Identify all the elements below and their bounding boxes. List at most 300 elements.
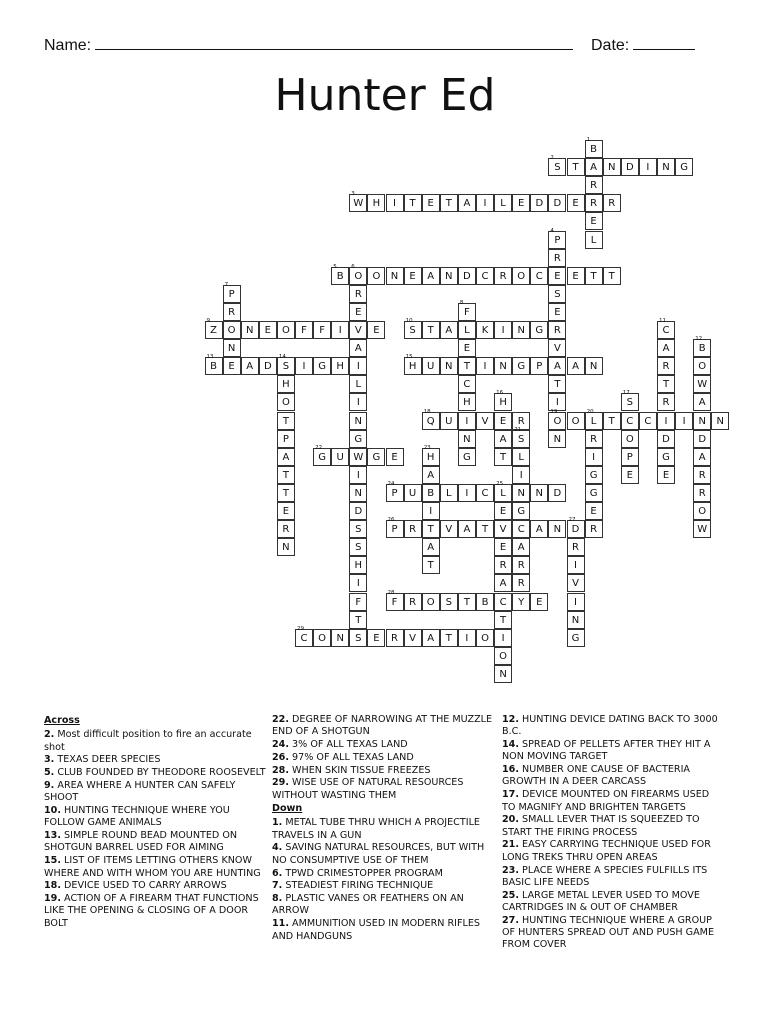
cell-letter: O [517, 270, 526, 282]
grid-cell[interactable] [386, 448, 404, 466]
grid-cell[interactable] [277, 448, 295, 466]
grid-cell[interactable] [585, 176, 603, 194]
grid-cell[interactable] [657, 375, 675, 393]
grid-cell[interactable] [422, 267, 440, 285]
grid-cell[interactable] [512, 484, 530, 502]
cell-letter: E [355, 306, 362, 318]
grid-cell[interactable] [458, 629, 476, 647]
cell-letter: V [572, 578, 579, 590]
grid-cell[interactable] [458, 357, 476, 375]
grid-cell[interactable] [277, 520, 295, 538]
clue-text: PLASTIC VANES OR FEATHERS ON AN ARROW [272, 893, 464, 917]
grid-cell[interactable] [349, 393, 367, 411]
grid-cell[interactable] [349, 466, 367, 484]
cell-letter: S [355, 542, 362, 554]
grid-cell[interactable] [548, 375, 566, 393]
grid-cell[interactable] [349, 629, 367, 647]
grid-cell[interactable] [567, 538, 585, 556]
grid-cell[interactable] [404, 629, 422, 647]
cell-letter: B [698, 343, 706, 355]
grid-cell[interactable] [458, 321, 476, 339]
grid-cell[interactable] [657, 158, 675, 176]
grid-cell[interactable] [585, 502, 603, 520]
grid-cell[interactable] [567, 267, 585, 285]
grid-cell[interactable] [440, 321, 458, 339]
grid-cell[interactable] [548, 408, 566, 430]
date-line[interactable] [633, 34, 695, 50]
grid-cell[interactable] [404, 318, 422, 339]
grid-cell[interactable] [567, 593, 585, 611]
grid-cell[interactable] [512, 574, 530, 592]
cell-letter: G [372, 451, 381, 463]
grid-cell[interactable] [512, 194, 530, 212]
grid-cell[interactable] [567, 517, 585, 538]
grid-cell[interactable] [530, 593, 548, 611]
grid-cell[interactable] [512, 357, 530, 375]
grid-cell[interactable] [458, 194, 476, 212]
grid-cell[interactable] [494, 611, 512, 629]
grid-cell[interactable] [277, 502, 295, 520]
cell-letter: T [427, 524, 434, 536]
grid-cell[interactable] [386, 629, 404, 647]
grid-cell[interactable] [404, 267, 422, 285]
name-label: Name: [44, 37, 92, 54]
grid-cell[interactable] [386, 194, 404, 212]
grid-cell[interactable] [548, 321, 566, 339]
grid-cell[interactable] [422, 520, 440, 538]
grid-cell[interactable] [422, 194, 440, 212]
grid-cell[interactable] [512, 466, 530, 484]
grid-cell[interactable] [585, 466, 603, 484]
grid-cell[interactable] [422, 629, 440, 647]
grid-cell[interactable] [476, 267, 494, 285]
grid-cell[interactable] [693, 466, 711, 484]
cell-letter: S [355, 524, 362, 536]
clue-text: WHEN SKIN TISSUE FREEZES [289, 764, 431, 776]
grid-cell[interactable] [657, 430, 675, 448]
grid-cell[interactable] [386, 267, 404, 285]
grid-cell[interactable] [440, 593, 458, 611]
cell-letter: R [662, 397, 670, 409]
clue-item [272, 752, 496, 764]
grid-cell[interactable] [657, 466, 675, 484]
cell-letter: G [463, 451, 471, 463]
grid-cell[interactable] [585, 194, 603, 212]
clue-num: 21. [502, 839, 519, 851]
grid-cell[interactable] [458, 593, 476, 611]
grid-cell[interactable] [458, 484, 476, 502]
clue-text: METAL TUBE THRU WHICH A PROJECTILE TRAVELS IN A GUN [272, 817, 480, 841]
grid-cell[interactable] [512, 267, 530, 285]
grid-cell[interactable] [585, 408, 603, 430]
grid-cell[interactable] [548, 339, 566, 357]
grid-cell[interactable] [548, 267, 566, 285]
grid-cell[interactable] [494, 574, 512, 592]
grid-cell[interactable] [367, 267, 385, 285]
grid-cell[interactable] [313, 357, 331, 375]
grid-cell[interactable] [494, 194, 512, 212]
grid-cell[interactable] [458, 430, 476, 448]
grid-cell[interactable] [548, 227, 566, 249]
grid-cell[interactable] [657, 339, 675, 357]
grid-cell[interactable] [440, 412, 458, 430]
grid-cell[interactable] [422, 321, 440, 339]
grid-cell[interactable] [585, 212, 603, 230]
grid-cell[interactable] [603, 158, 621, 176]
grid-cell[interactable] [313, 629, 331, 647]
grid-cell[interactable] [494, 629, 512, 647]
grid-cell[interactable] [693, 393, 711, 411]
grid-cell[interactable] [585, 520, 603, 538]
grid-cell[interactable] [530, 321, 548, 339]
grid-cell[interactable] [693, 502, 711, 520]
grid-cell[interactable] [494, 647, 512, 665]
grid-cell[interactable] [349, 611, 367, 629]
grid-cell[interactable] [512, 502, 530, 520]
cell-letter: E [590, 216, 597, 228]
cell-letter: O [698, 361, 707, 373]
grid-cell[interactable] [386, 517, 404, 538]
grid-cell[interactable] [241, 321, 259, 339]
grid-cell[interactable] [476, 629, 494, 647]
grid-cell[interactable] [494, 267, 512, 285]
clue-number: 20 [586, 408, 594, 415]
grid-cell[interactable] [476, 412, 494, 430]
grid-cell[interactable] [223, 357, 241, 375]
grid-cell[interactable] [494, 448, 512, 466]
grid-cell[interactable] [548, 303, 566, 321]
grid-cell[interactable] [675, 158, 693, 176]
grid-cell[interactable] [205, 318, 223, 339]
grid-cell[interactable] [693, 412, 711, 430]
grid-cell[interactable] [567, 574, 585, 592]
grid-cell[interactable] [349, 448, 367, 466]
grid-cell[interactable] [458, 375, 476, 393]
grid-cell[interactable] [349, 502, 367, 520]
cell-letter: B [210, 361, 217, 373]
grid-cell[interactable] [693, 430, 711, 448]
grid-cell[interactable] [585, 448, 603, 466]
grid-cell[interactable] [512, 593, 530, 611]
grid-cell[interactable] [567, 556, 585, 574]
grid-cell[interactable] [585, 357, 603, 375]
cell-letter: E [554, 270, 561, 282]
grid-cell[interactable] [494, 520, 512, 538]
grid-cell[interactable] [476, 194, 494, 212]
cell-letter: R [517, 415, 525, 427]
grid-cell[interactable] [349, 321, 367, 339]
grid-cell[interactable] [512, 448, 530, 466]
grid-cell[interactable] [585, 484, 603, 502]
grid-cell[interactable] [458, 299, 476, 321]
grid-cell[interactable] [548, 285, 566, 303]
grid-cell[interactable] [548, 520, 566, 538]
grid-cell[interactable] [458, 412, 476, 430]
grid-cell[interactable] [313, 321, 331, 339]
grid-cell[interactable] [259, 357, 277, 375]
grid-cell[interactable] [440, 194, 458, 212]
grid-cell[interactable] [458, 267, 476, 285]
grid-cell[interactable] [494, 430, 512, 448]
grid-cell[interactable] [494, 412, 512, 430]
grid-cell[interactable] [277, 412, 295, 430]
grid-cell[interactable] [349, 339, 367, 357]
cell-letter: P [536, 361, 543, 373]
grid-cell[interactable] [223, 339, 241, 357]
cell-letter: T [481, 524, 489, 536]
clue-num: 17. [502, 789, 519, 801]
grid-cell[interactable] [440, 629, 458, 647]
grid-cell[interactable] [404, 194, 422, 212]
grid-cell[interactable] [494, 593, 512, 611]
grid-cell[interactable] [458, 520, 476, 538]
grid-cell[interactable] [277, 375, 295, 393]
grid-cell[interactable] [223, 303, 241, 321]
grid-cell[interactable] [386, 589, 404, 611]
grid-cell[interactable] [693, 336, 711, 357]
grid-cell[interactable] [295, 321, 313, 339]
grid-cell[interactable] [331, 263, 349, 285]
grid-cell[interactable] [476, 321, 494, 339]
cell-letter: R [517, 578, 525, 590]
cell-letter: L [590, 415, 597, 427]
grid-cell[interactable] [603, 267, 621, 285]
grid-cell[interactable] [331, 321, 349, 339]
grid-cell[interactable] [349, 191, 367, 212]
grid-cell[interactable] [458, 393, 476, 411]
grid-cell[interactable] [386, 480, 404, 502]
grid-cell[interactable] [476, 593, 494, 611]
grid-cell[interactable] [205, 354, 223, 375]
name-line[interactable] [95, 34, 573, 50]
grid-cell[interactable] [585, 158, 603, 176]
grid-cell[interactable] [349, 375, 367, 393]
grid-cell[interactable] [567, 611, 585, 629]
cell-letter: T [445, 198, 452, 210]
grid-cell[interactable] [567, 629, 585, 647]
grid-cell[interactable] [567, 412, 585, 430]
grid-cell[interactable] [512, 520, 530, 538]
grid-cell[interactable] [422, 593, 440, 611]
cell-letter: P [391, 487, 398, 499]
grid-cell[interactable] [693, 448, 711, 466]
cell-letter: T [282, 469, 289, 481]
grid-cell[interactable] [693, 357, 711, 375]
grid-cell[interactable] [331, 629, 349, 647]
grid-cell[interactable] [440, 484, 458, 502]
grid-cell[interactable] [693, 484, 711, 502]
grid-cell[interactable] [349, 520, 367, 538]
grid-cell[interactable] [349, 574, 367, 592]
grid-cell[interactable] [277, 321, 295, 339]
grid-cell[interactable] [494, 321, 512, 339]
grid-cell[interactable] [422, 556, 440, 574]
grid-cell[interactable] [367, 194, 385, 212]
grid-cell[interactable] [494, 665, 512, 683]
grid-cell[interactable] [349, 285, 367, 303]
grid-cell[interactable] [494, 480, 512, 502]
grid-cell[interactable] [675, 412, 693, 430]
grid-cell[interactable] [349, 556, 367, 574]
grid-cell[interactable] [603, 194, 621, 212]
grid-cell[interactable] [277, 538, 295, 556]
grid-cell[interactable] [585, 231, 603, 249]
grid-cell[interactable] [422, 484, 440, 502]
grid-cell[interactable] [693, 375, 711, 393]
date-field[interactable] [591, 34, 695, 55]
grid-cell[interactable] [494, 538, 512, 556]
grid-cell[interactable] [639, 158, 657, 176]
grid-cell[interactable] [422, 357, 440, 375]
grid-cell[interactable] [530, 267, 548, 285]
grid-cell[interactable] [349, 303, 367, 321]
grid-cell[interactable] [548, 484, 566, 502]
grid-cell[interactable] [476, 357, 494, 375]
grid-cell[interactable] [567, 357, 585, 375]
cell-letter: H [426, 451, 435, 463]
grid-cell[interactable] [223, 281, 241, 303]
cell-letter: D [698, 433, 707, 445]
grid-cell[interactable] [476, 520, 494, 538]
grid-cell[interactable] [512, 426, 530, 448]
grid-cell[interactable] [548, 357, 566, 375]
grid-cell[interactable] [404, 484, 422, 502]
grid-cell[interactable] [657, 357, 675, 375]
cell-letter: A [427, 469, 435, 481]
grid-cell[interactable] [657, 393, 675, 411]
grid-cell[interactable] [494, 390, 512, 411]
grid-cell[interactable] [567, 158, 585, 176]
grid-cell[interactable] [548, 194, 566, 212]
grid-cell[interactable] [331, 357, 349, 375]
grid-cell[interactable] [422, 538, 440, 556]
grid-cell[interactable] [313, 444, 331, 466]
grid-cell[interactable] [512, 538, 530, 556]
grid-cell[interactable] [621, 158, 639, 176]
grid-cell[interactable] [548, 249, 566, 267]
cell-letter: N [336, 632, 344, 644]
grid-cell[interactable] [585, 137, 603, 158]
cell-letter: I [465, 487, 469, 499]
grid-cell[interactable] [367, 448, 385, 466]
grid-cell[interactable] [657, 412, 675, 430]
grid-cell[interactable] [458, 339, 476, 357]
cell-letter: G [517, 506, 526, 517]
grid-cell[interactable] [567, 194, 585, 212]
clue-text: LIST OF ITEMS LETTING OTHERS KNOW WHERE AND WITH WHOM YOU ARE HUNTING [44, 855, 261, 879]
grid-cell[interactable] [349, 593, 367, 611]
grid-cell[interactable] [295, 357, 313, 375]
grid-cell[interactable] [711, 412, 729, 430]
grid-cell[interactable] [458, 448, 476, 466]
grid-cell[interactable] [530, 357, 548, 375]
clue-item [502, 915, 724, 952]
grid-cell[interactable] [349, 430, 367, 448]
cell-letter: Z [210, 325, 217, 336]
grid-cell[interactable] [512, 556, 530, 574]
grid-cell[interactable] [621, 430, 639, 448]
grid-cell[interactable] [367, 629, 385, 647]
grid-cell[interactable] [223, 321, 241, 339]
grid-cell[interactable] [422, 408, 440, 430]
grid-cell[interactable] [494, 357, 512, 375]
grid-cell[interactable] [277, 354, 295, 375]
grid-cell[interactable] [621, 448, 639, 466]
clue-num: 18. [44, 880, 61, 892]
grid-cell[interactable] [585, 267, 603, 285]
clue-num: 8. [272, 893, 283, 905]
grid-cell[interactable] [404, 520, 422, 538]
grid-cell[interactable] [349, 538, 367, 556]
grid-cell[interactable] [548, 430, 566, 448]
grid-cell[interactable] [422, 502, 440, 520]
cell-letter: I [356, 578, 360, 590]
cell-letter: R [499, 560, 507, 572]
cell-letter: I [338, 325, 342, 336]
grid-cell[interactable] [494, 502, 512, 520]
grid-cell[interactable] [277, 430, 295, 448]
grid-cell[interactable] [277, 466, 295, 484]
grid-cell[interactable] [639, 412, 657, 430]
grid-cell[interactable] [295, 625, 313, 647]
grid-cell[interactable] [331, 448, 349, 466]
grid-cell[interactable] [349, 484, 367, 502]
grid-cell[interactable] [440, 520, 458, 538]
grid-cell[interactable] [657, 318, 675, 339]
grid-cell[interactable] [349, 412, 367, 430]
grid-cell[interactable] [404, 593, 422, 611]
grid-cell[interactable] [548, 155, 566, 176]
grid-cell[interactable] [494, 556, 512, 574]
grid-cell[interactable] [693, 520, 711, 538]
clue-text: HUNTING TECHNIQUE WHERE YOU FOLLOW GAME ANIMALS [44, 805, 230, 829]
grid-cell[interactable] [404, 354, 422, 375]
grid-cell[interactable] [621, 466, 639, 484]
cell-letter: T [500, 451, 507, 463]
cell-letter: G [318, 451, 326, 463]
grid-cell[interactable] [476, 484, 494, 502]
grid-cell[interactable] [349, 263, 367, 285]
grid-cell[interactable] [530, 520, 548, 538]
grid-cell[interactable] [277, 484, 295, 502]
grid-cell[interactable] [603, 412, 621, 430]
grid-cell[interactable] [440, 357, 458, 375]
grid-cell[interactable] [440, 267, 458, 285]
cell-letter: E [554, 306, 561, 318]
grid-cell[interactable] [621, 412, 639, 430]
grid-cell[interactable] [512, 321, 530, 339]
cell-letter: R [590, 198, 598, 210]
grid-cell[interactable] [585, 430, 603, 448]
cell-letter: T [463, 361, 470, 373]
cell-letter: H [408, 361, 417, 373]
grid-cell[interactable] [657, 448, 675, 466]
clue-num: 1. [272, 817, 283, 829]
cell-letter: N [499, 361, 507, 373]
grid-cell[interactable] [530, 194, 548, 212]
name-field[interactable] [44, 34, 573, 55]
grid-cell[interactable] [349, 357, 367, 375]
grid-cell[interactable] [259, 321, 277, 339]
grid-cell[interactable] [621, 390, 639, 411]
grid-cell[interactable] [422, 444, 440, 466]
grid-cell[interactable] [277, 393, 295, 411]
grid-cell[interactable] [530, 484, 548, 502]
grid-cell[interactable] [422, 466, 440, 484]
grid-cell[interactable] [241, 357, 259, 375]
grid-cell[interactable] [367, 321, 385, 339]
cell-letter: D [662, 433, 670, 445]
